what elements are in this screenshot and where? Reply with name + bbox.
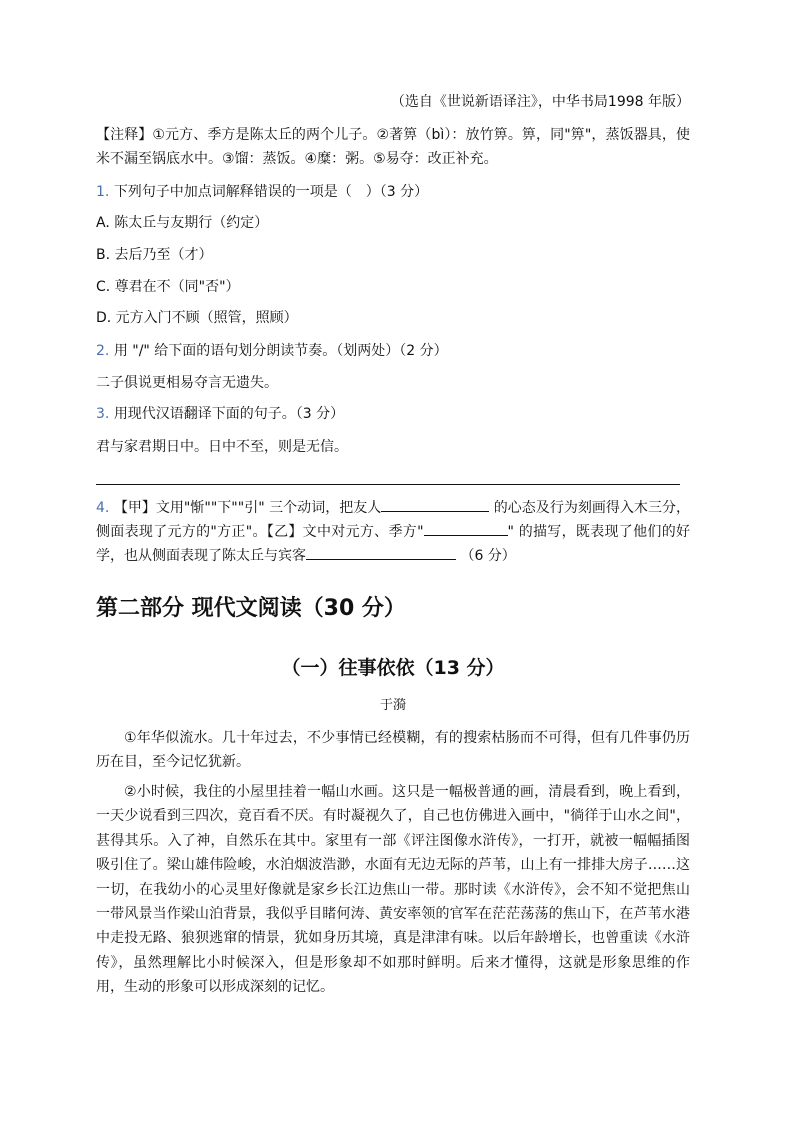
option-c: C. 尊君在不（同"否"） xyxy=(96,279,240,295)
question-text: 下列句子中加点词解释错误的一项是（ ）（3 分） xyxy=(113,184,429,200)
question-text-part1: 【甲】文用"惭""下""引" 三个动词，把友人 xyxy=(113,500,382,516)
article-author: 于漪 xyxy=(379,698,406,713)
option-a: A. 陈太丘与友期行（约定） xyxy=(96,215,269,231)
answer-blank-1[interactable] xyxy=(381,497,489,512)
question-4 xyxy=(96,496,690,568)
question-1 xyxy=(96,182,696,202)
paragraph-1: ①年华似流水。几十年过去，不少事情已经模糊，有的搜索枯肠而不可得，但有几件事仍历历在目，至今记忆犹新。 xyxy=(96,730,690,771)
article-title: （一）往事依依（13 分） xyxy=(281,657,505,679)
question-text-part2: 的心态及行为刻画得入木三分，侧面表现了元方的"方正"。【乙】文中对元方、季方" xyxy=(96,500,690,540)
annotation-note: 【注释】①元方、季方是陈太丘的两个儿子。②著箅（bì）：放竹箅。箅，同"箅"，蒸饭器具，使米不漏至锅底水中。③馏：蒸饭。④糜：粥。⑤易夺：改正补充。 xyxy=(96,127,690,167)
question-text: 用 "/" 给下面的语句划分朗读节奏。（划两处）（2 分） xyxy=(113,343,448,359)
option-b: B. 去后乃至（才） xyxy=(96,247,213,263)
question-2 xyxy=(96,341,696,361)
question-number: 3. xyxy=(96,406,110,422)
paragraph-2: ②小时候，我住的小屋里挂着一幅山水画。这只是一幅极普通的画，清晨看到，晚上看到，一天少说看到三四次，竟百看不厌。有时凝视久了，自己也仿佛进入画中，"徜徉于山水之间"，甚得其乐。入了神，自然乐在其中。家里有一部《评注图像水浒传》，一打开，就被一幅幅插图吸引住了。梁山雄伟险峻，水泊烟波浩渺，水面有无边无际的芦苇，山上有一排排大房子……这一切，在我幼小的心灵里好像就是家乡长江边焦山一带。那时读《水浒传》，会不知不觉把焦山一带风景当作梁山泊背景，我似乎目睹何涛、黄安率领的官军在茫茫荡荡的焦山下，在芦苇水港中走投无路、狼狈逃窜的情景，犹如身历其境，真是津津有味。以后年龄增长，也曾重读《水浒传》，虽然理解比小时候深入，但是形象却不如那时鲜明。后来才懂得，这就是形象思维的作用，生动的形象可以形成深刻的记忆。 xyxy=(96,784,690,996)
source-citation: （选自《世说新语译注》，中华书局1998 年版） xyxy=(390,94,690,110)
question-text: 用现代汉语翻译下面的句子。（3 分） xyxy=(113,406,345,422)
question-number: 2. xyxy=(96,343,110,359)
option-d: D. 元方入门不顾（照管，照顾） xyxy=(96,310,298,326)
section-title: 第二部分 现代文阅读（30 分） xyxy=(96,596,406,621)
question-3-sentence: 君与家君期日中。日中不至，则是无信。 xyxy=(96,439,348,455)
question-number: 4. xyxy=(96,500,110,516)
question-2-sentence: 二子俱说更相易夺言无遗失。 xyxy=(96,375,278,391)
question-text-part3: " 的描写，既表现了他们的好学，也从侧面表现了陈太丘与宾客 xyxy=(96,524,690,564)
question-text-part4: （6 分） xyxy=(460,548,516,564)
question-number: 1. xyxy=(96,184,110,200)
answer-blank-3[interactable] xyxy=(306,545,456,560)
answer-line[interactable] xyxy=(96,484,680,485)
question-3 xyxy=(96,404,696,424)
answer-blank-2[interactable] xyxy=(424,521,508,536)
